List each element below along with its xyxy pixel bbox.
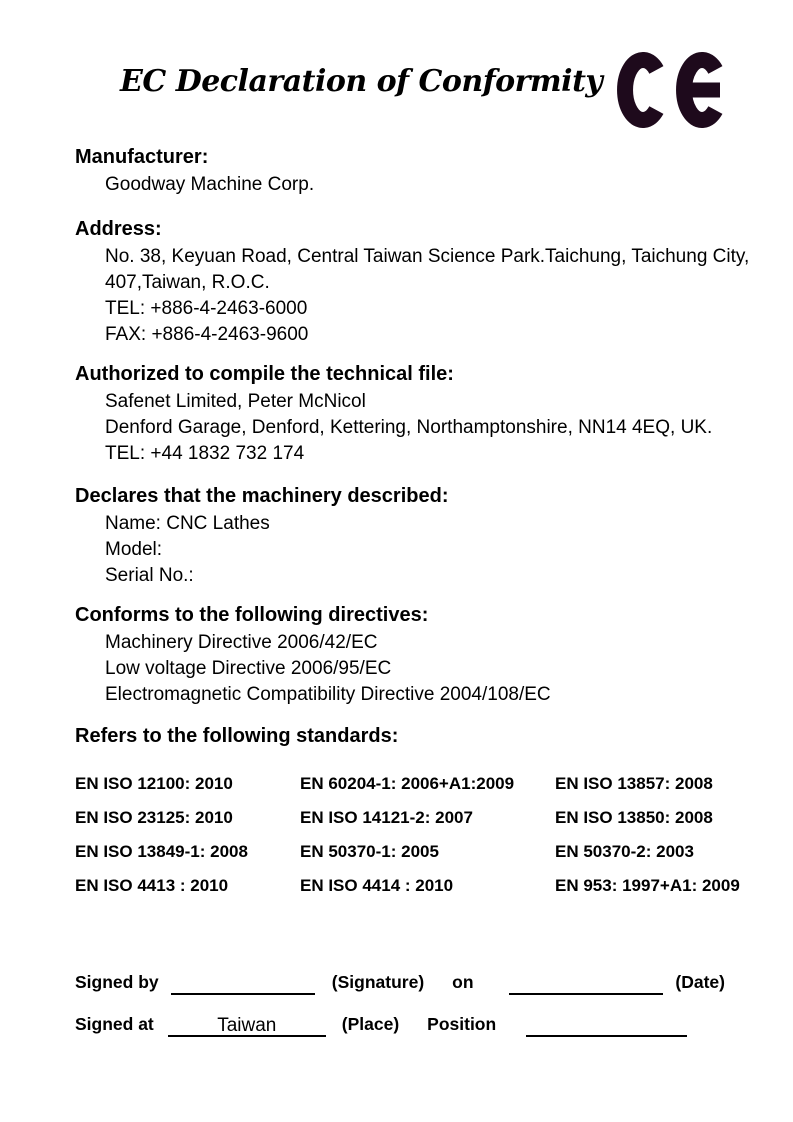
section-heading: Authorized to compile the technical file: [75, 363, 454, 385]
section-manufacturer [75, 144, 725, 198]
section-line: TEL: +886-4-2463-6000 [105, 298, 308, 319]
standard-cell: EN ISO 14121-2: 2007 [300, 808, 473, 827]
signed-at-label: Signed at [75, 1014, 154, 1034]
standard-cell: EN ISO 13849-1: 2008 [75, 842, 248, 861]
place-caption: (Place) [341, 1014, 400, 1034]
section-line: Goodway Machine Corp. [105, 174, 315, 195]
section-line: Machinery Directive 2006/42/EC [105, 632, 378, 653]
date-caption: (Date) [675, 972, 725, 992]
position-line [526, 1013, 687, 1037]
section-heading: Refers to the following standards: [75, 725, 399, 747]
section-heading: Declares that the machinery described: [75, 485, 449, 507]
section-heading: Manufacturer: [75, 146, 209, 168]
standard-cell: EN ISO 23125: 2010 [75, 808, 233, 827]
document-header [75, 48, 725, 128]
section-authorized [75, 361, 725, 467]
on-label: on [452, 972, 474, 992]
standards-table [75, 767, 740, 903]
place-line: Taiwan [168, 1013, 326, 1037]
standard-cell: EN ISO 4414 : 2010 [300, 876, 454, 895]
section-line: Safenet Limited, Peter McNicol [105, 391, 366, 412]
standard-cell: EN 50370-2: 2003 [555, 842, 694, 861]
standard-cell: EN 60204-1: 2006+A1:2009 [300, 774, 515, 793]
page-title: EC Declaration of Conformity [120, 64, 603, 99]
section-line: No. 38, Keyuan Road, Central Taiwan Science Park.Taichung, Taichung City, [105, 246, 750, 267]
section-directives [75, 602, 725, 708]
standard-cell: EN ISO 13857: 2008 [555, 774, 713, 793]
position-label: Position [427, 1014, 497, 1034]
signature-line [171, 971, 315, 995]
section-heading: Address: [75, 218, 162, 240]
signature-row-signed-by [75, 969, 725, 995]
section-heading: Conforms to the following directives: [75, 604, 429, 626]
date-line [509, 971, 664, 995]
section-line: FAX: +886-4-2463-9600 [105, 324, 309, 345]
signed-by-label: Signed by [75, 972, 159, 992]
section-line: Name: CNC Lathes [105, 513, 270, 534]
standard-cell: EN ISO 12100: 2010 [75, 774, 233, 793]
standard-cell: EN 50370-1: 2005 [300, 842, 439, 861]
section-address [75, 216, 750, 348]
standard-cell: EN ISO 4413 : 2010 [75, 876, 229, 895]
standard-cell: EN ISO 13850: 2008 [555, 808, 713, 827]
ce-mark-icon [617, 52, 725, 128]
section-line: TEL: +44 1832 732 174 [105, 443, 305, 464]
section-machinery [75, 483, 725, 589]
section-standards [75, 723, 725, 749]
section-line: 407,Taiwan, R.O.C. [105, 272, 270, 293]
section-line: Serial No.: [105, 565, 194, 586]
signature-row-signed-at [75, 1011, 725, 1037]
signature-caption: (Signature) [331, 972, 425, 992]
section-line: Denford Garage, Denford, Kettering, Northamptonshire, NN14 4EQ, UK. [105, 417, 713, 438]
section-line: Low voltage Directive 2006/95/EC [105, 658, 392, 679]
standard-cell: EN 953: 1997+A1: 2009 [555, 876, 740, 895]
section-line: Model: [105, 539, 163, 560]
section-line: Electromagnetic Compatibility Directive 2004/108/EC [105, 684, 551, 705]
